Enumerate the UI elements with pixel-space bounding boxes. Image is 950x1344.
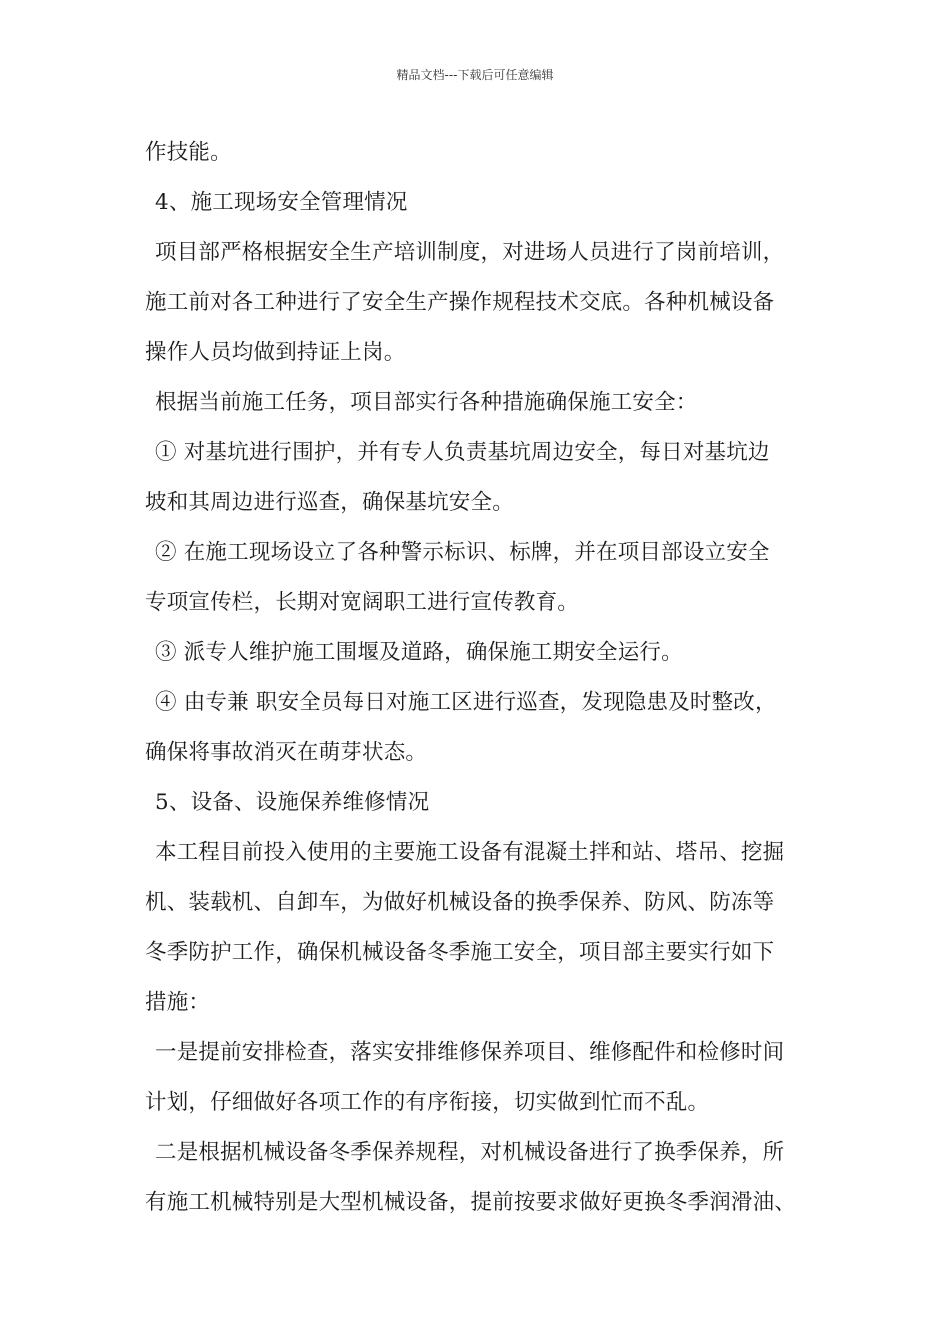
text-line: 本工程目前投入使用的主要施工设备有混凝土拌和站、塔吊、挖掘 <box>155 840 785 865</box>
text-line: 冬季防护工作，确保机械设备冬季施工安全，项目部主要实行如下 <box>145 940 775 965</box>
text-line: ① 对基坑进行围护，并有专人负责基坑周边安全，每日对基坑边 <box>155 440 770 465</box>
text-line: ③ 派专人维护施工围堰及道路，确保施工期安全运行。 <box>155 640 683 665</box>
text-line: 根据当前施工任务，项目部实行各种措施确保施工安全： <box>155 390 698 415</box>
text-line: 项目部严格根据安全生产培训制度，对进场人员进行了岗前培训， <box>155 240 785 265</box>
page-header: 精品文档---下载后可任意编辑 <box>396 68 554 82</box>
text-line: ② 在施工现场设立了各种警示标识、标牌，并在项目部设立安全 <box>155 540 770 565</box>
text-line: 专项宣传栏，长期对宽阔职工进行宣传教育。 <box>145 590 580 615</box>
text-line: 坡和其周边进行巡查，确保基坑安全。 <box>145 490 514 515</box>
text-line: 操作人员均做到持证上岗。 <box>145 340 406 365</box>
text-line: 计划，仔细做好各项工作的有序衔接，切实做到忙而不乱。 <box>145 1090 710 1115</box>
text-line: 机、装载机、自卸车，为做好机械设备的换季保养、防风、防冻等 <box>145 890 775 915</box>
text-line: 作技能。 <box>145 140 232 165</box>
text-line: ④ 由专兼 职安全员每日对施工区进行巡查，发现隐患及时整改， <box>155 690 777 715</box>
text-line: 5、设备、设施保养维修情况 <box>155 790 430 815</box>
text-line: 4、施工现场安全管理情况 <box>155 190 408 215</box>
text-line: 有施工机械特别是大型机械设备，提前按要求做好更换冬季润滑油、 <box>145 1190 797 1215</box>
text-line: 措施： <box>145 990 211 1015</box>
text-line: 二是根据机械设备冬季保养规程，对机械设备进行了换季保养，所 <box>155 1140 785 1165</box>
text-line: 确保将事故消灭在萌芽状态。 <box>145 740 428 765</box>
text-line: 施工前对各工种进行了安全生产操作规程技术交底。各种机械设备 <box>145 290 775 315</box>
text-line: 一是提前安排检查，落实安排维修保养项目、维修配件和检修时间 <box>155 1040 785 1065</box>
document-body <box>145 128 815 1228</box>
